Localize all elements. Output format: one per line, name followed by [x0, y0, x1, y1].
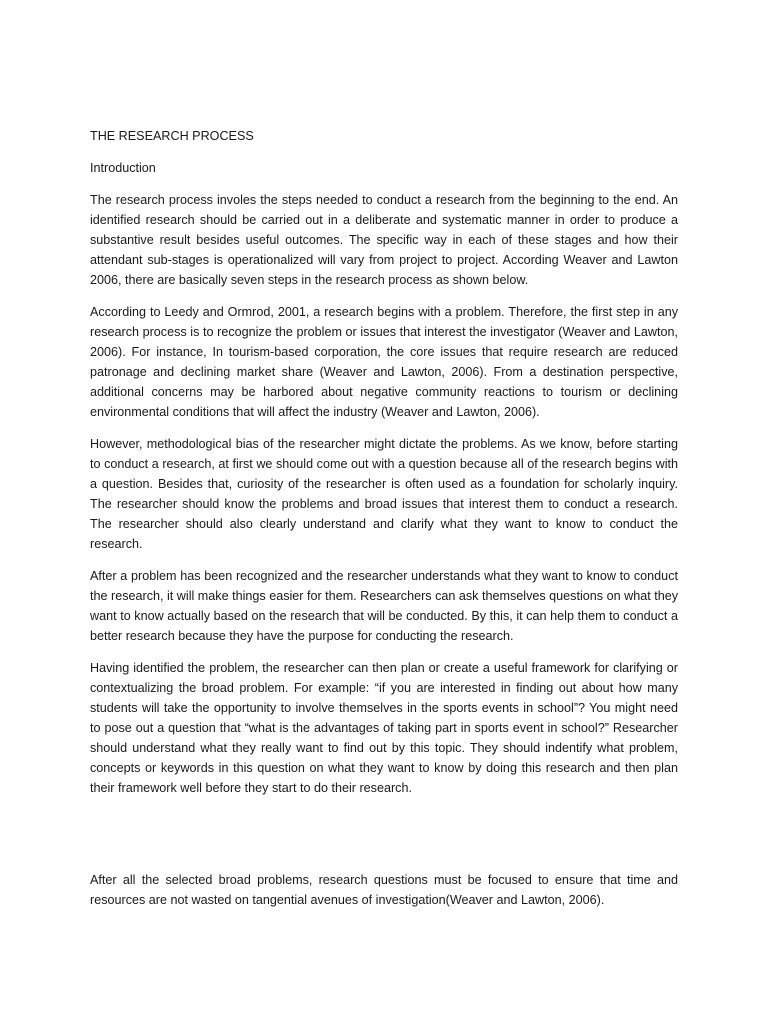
paragraph: The research process involes the steps needed to conduct a research from the beginning to the end. An identified research should be carried out in a deliberate and systematic manner in order to produce a substantive result besides useful outcomes. The specific way in each of these stages and how their attendant sub-stages is operationalized will vary from project to project. According Weaver and Lawton 2006, there are basically seven steps in the research process as shown below.	[90, 193, 678, 287]
paragraph: However, methodological bias of the researcher might dictate the problems. As we know, before starting to conduct a research, at first we should come out with a question because all of the research begins with a question. Besides that, curiosity of the researcher is often used as a foundation for scholarly inquiry. The researcher should know the problems and broad issues that interest them to conduct a research. The researcher should also clearly understand and clarify what they want to know to conduct the research.	[90, 437, 678, 551]
section-heading-introduction: Introduction	[90, 161, 156, 175]
paragraph: After all the selected broad problems, research questions must be focused to ensure that time and resources are not wasted on tangential avenues of investigation(Weaver and Lawton, 2006).	[90, 873, 678, 907]
paragraph: Having identified the problem, the researcher can then plan or create a useful framework for clarifying or contextualizing the broad problem. For example: “if you are interested in finding out about how many students will take the opportunity to involve themselves in the sports events in school”? You might need to pose out a question that “what is the advantages of taking part in sports event in school?” Researcher should understand what they really want to find out by this topic. They should indentify what problem, concepts or keywords in this question on what they want to know by doing this research and then plan their framework well before they start to do their research.	[90, 661, 678, 795]
document-body	[90, 126, 678, 922]
blank-space	[90, 810, 678, 870]
paragraph: According to Leedy and Ormrod, 2001, a research begins with a problem. Therefore, the first step in any research process is to recognize the problem or issues that interest the investigator (Weaver and Lawton, 2006). For instance, In tourism-based corporation, the core issues that require research are reduced patronage and declining market share (Weaver and Lawton, 2006). From a destination perspective, additional concerns may be harbored about negative community reactions to tourism or declining environmental conditions that will affect the industry (Weaver and Lawton, 2006).	[90, 305, 678, 419]
paragraph: After a problem has been recognized and the researcher understands what they want to know to conduct the research, it will make things easier for them. Researchers can ask themselves questions on what they want to know actually based on the research that will be conducted. By this, it can help them to conduct a better research because they have the purpose for conducting the research.	[90, 569, 678, 643]
document-title: THE RESEARCH PROCESS	[90, 129, 254, 143]
